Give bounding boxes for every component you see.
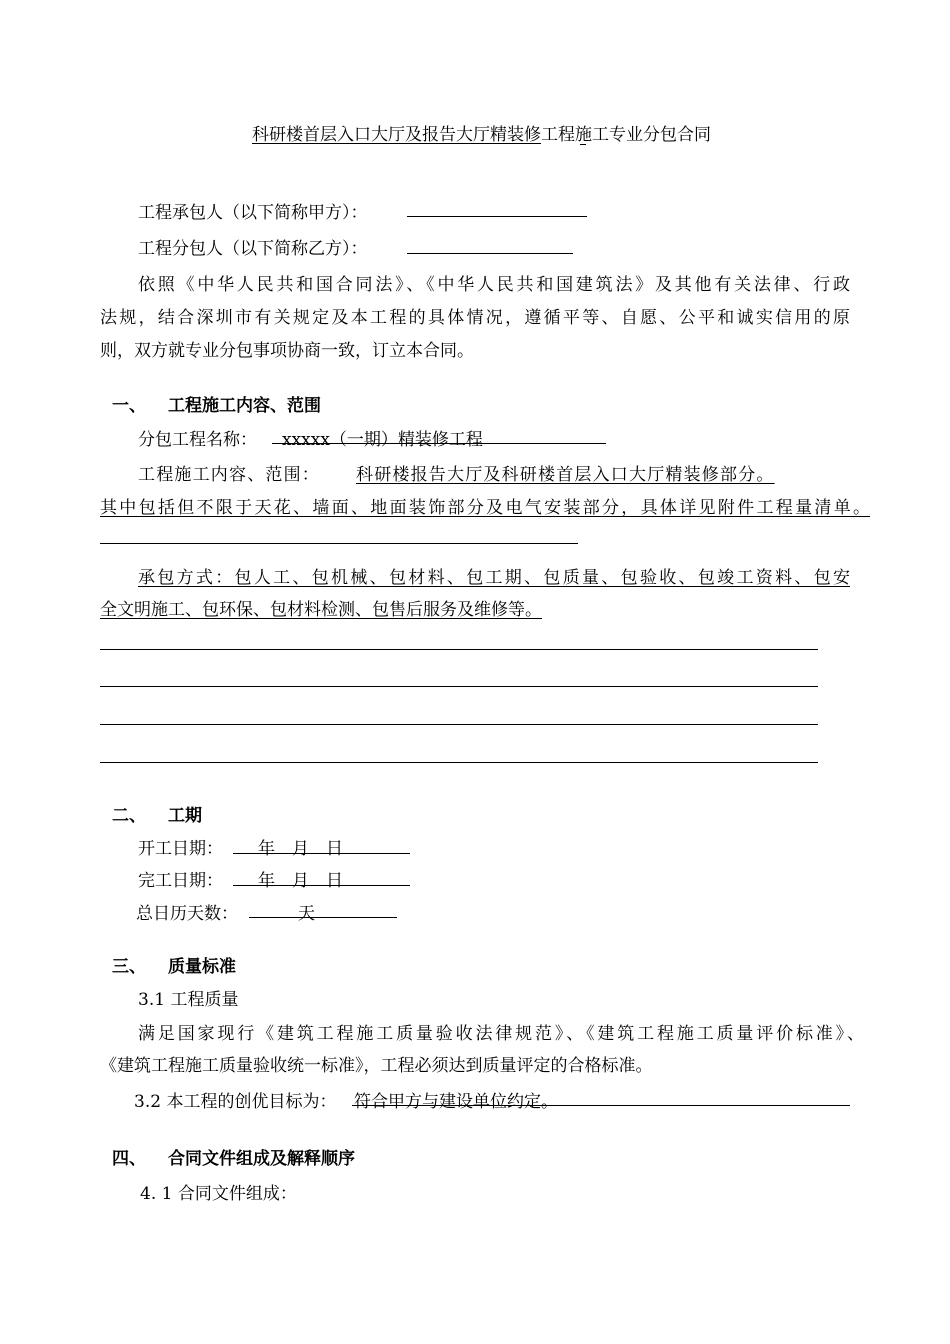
- scope-label: 工程施工内容、范围：: [138, 465, 320, 485]
- quality-body-2: 《建筑工程施工质量验收统一标准》，工程必须达到质量评定的合格标准。: [100, 1056, 653, 1076]
- contractor-blank[interactable]: [407, 216, 587, 217]
- section-4-number: 四、: [112, 1149, 146, 1169]
- blank-line-4[interactable]: [100, 762, 818, 763]
- section-1-number: 一、: [112, 396, 146, 416]
- project-name-value: xxxxx（一期）精装修工程: [282, 430, 483, 450]
- method-line-2: 全文明施工、包环保、包材料检测、包售后服务及维修等。: [100, 600, 542, 620]
- contractor-label: 工程承包人（以下简称甲方）：: [138, 203, 368, 223]
- method-line-1: 承包方式：包人工、包机械、包材料、包工期、包质量、包验收、包竣工资料、包安: [138, 568, 850, 588]
- quality-sub-1: 3.1 工程质量: [138, 990, 239, 1010]
- section-4-title: 合同文件组成及解释顺序: [168, 1149, 355, 1169]
- start-date-underline[interactable]: [233, 853, 410, 854]
- section-2-number: 二、: [112, 806, 146, 826]
- quality-goal-label: 3.2 本工程的创优目标为：: [134, 1092, 337, 1112]
- quality-goal-underline: [352, 1105, 850, 1106]
- section-3-number: 三、: [112, 957, 146, 977]
- section-3-title: 质量标准: [168, 957, 236, 977]
- intro-line-3: 则，双方就专业分包事项协商一致，订立本合同。: [100, 341, 474, 361]
- blank-line-1[interactable]: [100, 649, 818, 650]
- quality-goal-value: 符合甲方与建设单位约定。: [354, 1092, 558, 1112]
- subcontractor-label: 工程分包人（以下简称乙方）：: [138, 239, 368, 259]
- end-date-label: 完工日期：: [138, 871, 223, 891]
- total-days-label: 总日历天数：: [136, 904, 238, 924]
- total-days-value: 天: [298, 904, 315, 924]
- quality-body-1: 满足国家现行《建筑工程施工质量验收法律规范》、《建筑工程施工质量评价标准》、: [138, 1024, 864, 1044]
- blank-line-3[interactable]: [100, 724, 818, 725]
- intro-line-2: 法规，结合深圳市有关规定及本工程的具体情况，遵循平等、自愿、公平和诚实信用的原: [100, 308, 850, 328]
- section-1-title: 工程施工内容、范围: [168, 396, 321, 416]
- scope-value-1: 科研楼报告大厅及科研楼首层入口大厅精装修部分。: [356, 465, 775, 485]
- title-underline-extension: [580, 144, 586, 145]
- document-title: [252, 120, 711, 145]
- start-date-value: 年 月 日: [258, 839, 343, 859]
- title-underlined: 科研楼首层入口大厅及报告大厅精装修: [252, 125, 541, 145]
- project-name-label: 分包工程名称：: [138, 430, 257, 450]
- scope-blank-line[interactable]: [100, 543, 578, 544]
- contract-docs-sub-1: 4. 1 合同文件组成：: [140, 1184, 297, 1204]
- scope-value-2: 其中包括但不限于天花、墙面、地面装饰部分及电气安装部分，具体详见附件工程量清单。: [100, 498, 870, 518]
- title-rest: 工程施工专业分包合同: [541, 125, 711, 145]
- intro-line-1: 依照《中华人民共和国合同法》、《中华人民共和国建筑法》及其他有关法律、行政: [138, 275, 850, 295]
- subcontractor-blank[interactable]: [407, 253, 573, 254]
- section-2-title: 工期: [168, 806, 202, 826]
- blank-line-2[interactable]: [100, 686, 818, 687]
- start-date-label: 开工日期：: [138, 839, 223, 859]
- end-date-value: 年 月 日: [258, 871, 343, 891]
- end-date-underline[interactable]: [233, 885, 410, 886]
- project-name-underline: [272, 443, 606, 444]
- total-days-underline[interactable]: [249, 917, 397, 918]
